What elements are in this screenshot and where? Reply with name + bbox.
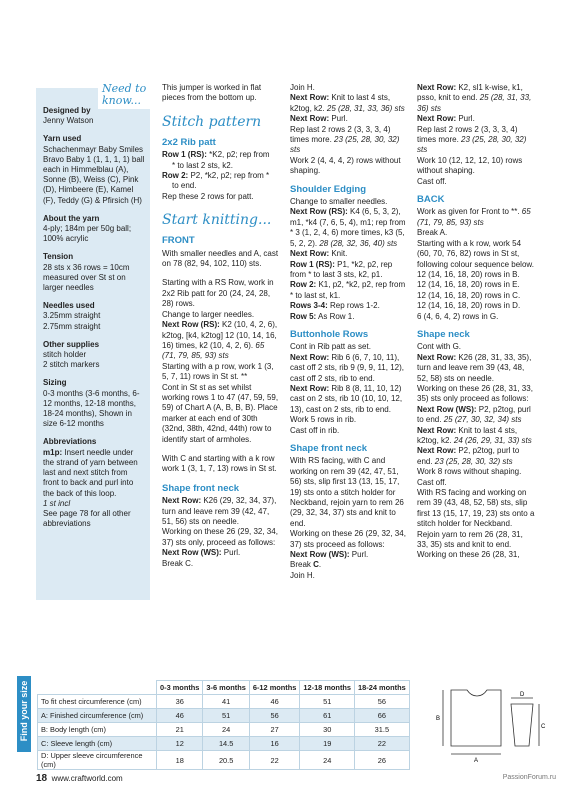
tension-heading: Tension bbox=[43, 252, 74, 262]
start-knitting-heading: Start knitting... bbox=[162, 212, 272, 229]
shape-neck-heading: Shape neck bbox=[417, 328, 470, 340]
supplies-heading: Other supplies bbox=[43, 339, 100, 349]
sfn-p2: Working on these 26 (29, 32, 34, 37) sts only, proceed as follows: bbox=[162, 527, 278, 547]
srn-break: Break C. bbox=[290, 560, 322, 570]
front-p3: Change to larger needles. bbox=[162, 309, 255, 319]
back-break: Break A. bbox=[417, 228, 448, 238]
front-p1: With smaller needles and A, cast on 78 (82, 94, 102, 110) sts. bbox=[162, 248, 279, 269]
rib-row-2: Row 2: P2, *k2, p2; rep from * bbox=[162, 171, 270, 181]
sn-castoff: Cast off. bbox=[417, 477, 447, 487]
br-p1: Cont in Rib patt as set. bbox=[290, 342, 371, 352]
rib-row-1: Row 1 (RS): *K2, p2; rep from bbox=[162, 150, 270, 160]
garment-measurement-diagram bbox=[433, 682, 548, 764]
header-cell-0 bbox=[38, 681, 157, 695]
rib-row-2-cont: to end. bbox=[172, 181, 197, 191]
se-next-row-2: Next Row: Knit. bbox=[290, 249, 348, 259]
header-cell-4: 12-18 months bbox=[300, 681, 355, 695]
se-row-5: Row 5: As Row 1. bbox=[290, 311, 355, 321]
sn-next-row-2: Next Row: Knit to last 4 sts, k2tog, k2. 24 (26, 29, 31, 33) sts bbox=[417, 425, 532, 445]
column-1 bbox=[162, 83, 280, 569]
label-a: A bbox=[474, 758, 479, 764]
c3-next-row: Next Row: K2, sl1 k-wise, k1, psso, knit to end. 25 (28, 31, 33, 36) sts bbox=[417, 83, 532, 113]
sfn-break: Break C. bbox=[162, 558, 194, 568]
br-p3: Cast off in rib. bbox=[290, 425, 340, 435]
abbreviation-m1p: m1p: Insert needle under the strand of yarn between last and next stitch from front to back and purl into the back of this loop. bbox=[43, 447, 138, 498]
about-yarn-heading: About the yarn bbox=[43, 213, 100, 223]
sn-p1: Cont with G. bbox=[417, 342, 462, 352]
supplies-1: stitch holder bbox=[43, 350, 87, 360]
table-row: C: Sleeve length (cm) 12 14.5 16 19 22 bbox=[38, 737, 410, 751]
size-table bbox=[37, 680, 410, 770]
srn-p1: With RS facing, with C and working on rem 39 (42, 47, 51, 56) sts, slip first 13 (13, 15, 17, 19) sts onto a stitch holder for Neckband, rejoin yarn to rem 26 (29, 32, 34, 37) sts and knit to end. bbox=[290, 456, 404, 528]
abbreviation-see: See page 78 for all other abbreviations bbox=[43, 508, 131, 529]
needles-2: 2.75mm straight bbox=[43, 321, 101, 331]
label-b: B bbox=[436, 716, 441, 722]
column-3 bbox=[417, 83, 535, 561]
tension-text: 28 sts x 36 rows = 10cm measured over St st on larger needles bbox=[43, 262, 130, 293]
srn-p2: Working on these 26 (29, 32, 34, 37) sts proceed as follows: bbox=[290, 529, 406, 549]
sn-work: Work 8 rows without shaping. bbox=[417, 467, 522, 477]
supplies-2: 2 stitch markers bbox=[43, 360, 100, 370]
sn-p5: Working on these 26 (28, 31, bbox=[417, 550, 520, 560]
sn-p3: With RS facing and working on rem 39 (43, 48, 52, 58) sts, slip first 13 (15, 17, 19, 23) sts onto a stitch holder for Neckband. bbox=[417, 488, 535, 529]
se-row-1: Row 1 (RS): P1, *k2, p2, rep from * to last 3 sts, k2, p1. bbox=[290, 259, 393, 279]
designed-by-heading: Designed by bbox=[43, 106, 91, 115]
srn-ws-row: Next Row (WS): Purl. bbox=[290, 550, 369, 560]
table-row: To fit chest circumference (cm) 36 41 46 51 56 bbox=[38, 695, 410, 709]
front-p6: With C and starting with a k row work 1 (3, 1, 7, 13) rows in St st. bbox=[162, 453, 277, 474]
jumper-outline bbox=[451, 690, 501, 746]
sizing-heading: Sizing bbox=[43, 378, 67, 388]
back-p2: Starting with a k row, work 54 (60, 70, 76, 82) rows in St st, following colour sequence below. bbox=[417, 238, 534, 269]
size-table-header bbox=[38, 681, 410, 695]
shoulder-edging-heading: Shoulder Edging bbox=[290, 183, 366, 195]
c2-next-row-2: Next Row: Purl. bbox=[290, 114, 348, 124]
c2-rep-last: Rep last 2 rows 2 (3, 3, 3, 4) times more. 23 (25, 28, 30, 32) sts bbox=[290, 124, 400, 155]
srn-join: Join H. bbox=[290, 570, 315, 580]
seq-1: 12 (14, 16, 18, 20) rows in B. bbox=[417, 269, 520, 279]
footer bbox=[36, 773, 123, 784]
sn-next-row: Next Row: K26 (28, 31, 33, 35), turn and leave rem 39 (43, 48, 52, 58) sts on needle. bbox=[417, 352, 532, 383]
rib-heading: 2x2 Rib patt bbox=[162, 136, 216, 148]
br-next-row-1: Next Row: Rib 6 (6, 7, 10, 11), cast off 2 sts, rib 9 (9, 9, 11, 12), cast off 2 sts, rib to end. bbox=[290, 352, 404, 383]
se-next-row: Next Row (RS): K4 (6, 5, 3, 2), m1, *k4 (7, 6, 5, 4), m1; rep from * 3 (1, 2, 4, 6) more times, k3 (5, 5, 2, 2). 28 (28, 32, 36, 40) sts bbox=[290, 207, 406, 248]
c3-rep: Rep last 2 rows 2 (3, 3, 3, 4) times more. 23 (25, 28, 30, 32) sts bbox=[417, 124, 527, 155]
rib-repeat: Rep these 2 rows for patt. bbox=[162, 191, 254, 201]
front-heading: FRONT bbox=[162, 235, 195, 247]
table-row: B: Body length (cm) 21 24 27 30 31.5 bbox=[38, 723, 410, 737]
front-p4: Starting with a p row, work 1 (3, 5, 7, 11) rows in St st. ** bbox=[162, 361, 274, 382]
join-h: Join H. bbox=[290, 83, 315, 92]
back-p1: Work as given for Front to **. 65 (71, 79, 85, 93) sts bbox=[417, 207, 531, 227]
yarn-heading: Yarn used bbox=[43, 134, 82, 144]
needles-heading: Needles used bbox=[43, 301, 95, 311]
c2-work2: Work 2 (4, 4, 4, 2) rows without shaping. bbox=[290, 155, 401, 176]
se-rows-3-4: Rows 3-4: Rep rows 1-2. bbox=[290, 301, 380, 311]
seq-5: 6 (4, 6, 4, 2) rows in G. bbox=[417, 311, 499, 321]
sleeve-outline bbox=[511, 704, 533, 746]
front-p5: Cont in St st as set whilst working rows 1 to 47 (47, 59, 59, 59) of Chart A (A, B, B, B). Place marker at each end of 30th (32nd, 38th, 42nd, 44th) row to identify start of armholes. bbox=[162, 382, 279, 444]
seq-2: 12 (14, 16, 18, 20) rows in E. bbox=[417, 280, 520, 290]
c3-next-row-2: Next Row: Purl. bbox=[417, 114, 475, 124]
header-cell-5: 18-24 months bbox=[355, 681, 410, 695]
need-to-know-badge: Need to know... bbox=[98, 83, 150, 109]
sn-p2: Working on these 26 (28, 31, 33, 35) sts only proceed as follows: bbox=[417, 383, 533, 404]
label-d: D bbox=[520, 692, 525, 698]
needles-1: 3.25mm straight bbox=[43, 311, 101, 321]
br-p2: Work 5 rows in rib. bbox=[290, 415, 357, 425]
se-p1: Change to smaller needles. bbox=[290, 197, 388, 207]
shape-front-neck-2-heading: Shape front neck bbox=[290, 443, 368, 454]
shape-front-neck-heading: Shape front neck bbox=[162, 482, 240, 494]
sn-p4: Rejoin yarn to rem 26 (28, 31, 33, 35) sts and knit to end. bbox=[417, 529, 523, 550]
se-row-2: Row 2: K1, p2, *k2, p2, rep from * to last st, k1. bbox=[290, 280, 406, 300]
sn-next-row-3: Next Row: P2, p2tog, purl to end. 23 (25, 28, 30, 32) sts bbox=[417, 446, 520, 466]
c2-next-row-1: Next Row: Knit to last 4 sts, k2tog, k2. 25 (28, 31, 33, 36) sts bbox=[290, 93, 405, 113]
c3-castoff: Cast off. bbox=[417, 176, 447, 186]
sfn-ws-row: Next Row (WS): Purl. bbox=[162, 548, 241, 558]
site-url: www.craftworld.com bbox=[51, 774, 123, 783]
back-heading: BACK bbox=[417, 194, 445, 206]
watermark: PassionForum.ru bbox=[502, 774, 556, 781]
header-cell-2: 3-6 months bbox=[203, 681, 249, 695]
table-row: A: Finished circumference (cm) 46 51 56 61 66 bbox=[38, 709, 410, 723]
buttonhole-rows-heading: Buttonhole Rows bbox=[290, 328, 369, 340]
sizing-text: 0-3 months (3-6 months, 6-12 months, 12-18 months, 18-24 months), Shown in size 6-12 months bbox=[43, 388, 140, 429]
front-p2: Starting with a RS Row, work in 2x2 Rib patt for 20 (24, 24, 28, 28) rows. bbox=[162, 278, 274, 309]
c3-work: Work 10 (12, 12, 12, 10) rows without shaping. bbox=[417, 155, 523, 176]
front-next-row: Next Row (RS): K2 (10, 4, 2, 6), k2tog, [k4, k2tog] 12 (10, 14, 16, 16) times, k2 (10, 4, 2, 6). 65 (71, 79, 85, 93) sts bbox=[162, 320, 278, 361]
table-row: D: Upper sleeve circumference (cm) 18 20.5 22 24 26 bbox=[38, 751, 410, 770]
designer-name: Jenny Watson bbox=[43, 116, 94, 126]
yarn-text: Schachenmayr Baby Smiles Bravo Baby 1 (1, 1, 1, 1) ball each in Himmelblau (A), Sonne (B), Weiss (C), Pink (D), Himbeere (E), Kamel (F), Teddy (G) & Pfirsich (H) bbox=[43, 144, 145, 205]
rib-row-1-cont: * to last 2 sts, k2. bbox=[172, 160, 233, 170]
column-2 bbox=[290, 83, 408, 581]
find-your-size-tab: Find your size bbox=[17, 676, 31, 752]
sn-ws-row: Next Row (WS): P2, p2tog, purl to end. 25 (27, 30, 32, 34) sts bbox=[417, 404, 531, 425]
abbreviation-note: 1 st incl bbox=[43, 498, 71, 508]
seq-3: 12 (14, 16, 18, 20) rows in C. bbox=[417, 290, 521, 300]
header-cell-3: 6-12 months bbox=[249, 681, 300, 695]
sfn-next-row: Next Row: K26 (29, 32, 34, 37), turn and leave rem 39 (42, 47, 51, 56) sts on needle. bbox=[162, 496, 277, 526]
abbreviations-heading: Abbreviations bbox=[43, 437, 97, 447]
label-c: C bbox=[541, 724, 546, 730]
about-yarn-text: 4-ply; 184m per 50g ball; 100% acrylic bbox=[43, 224, 132, 244]
intro-text: This jumper is worked in flat pieces from the bottom up. bbox=[162, 83, 262, 103]
need-to-know-panel bbox=[36, 88, 150, 600]
page-number: 18 bbox=[36, 773, 48, 784]
header-cell-1: 0-3 months bbox=[157, 681, 203, 695]
seq-4: 12 (14, 16, 18, 20) rows in D. bbox=[417, 301, 521, 311]
stitch-pattern-heading: Stitch pattern bbox=[162, 113, 262, 130]
br-next-row-2: Next Row: Rib 8 (8, 11, 10, 12) cast on 2 sts, rib 10 (10, 10, 12, 13), cast on 2 sts, rib to end. bbox=[290, 383, 403, 414]
